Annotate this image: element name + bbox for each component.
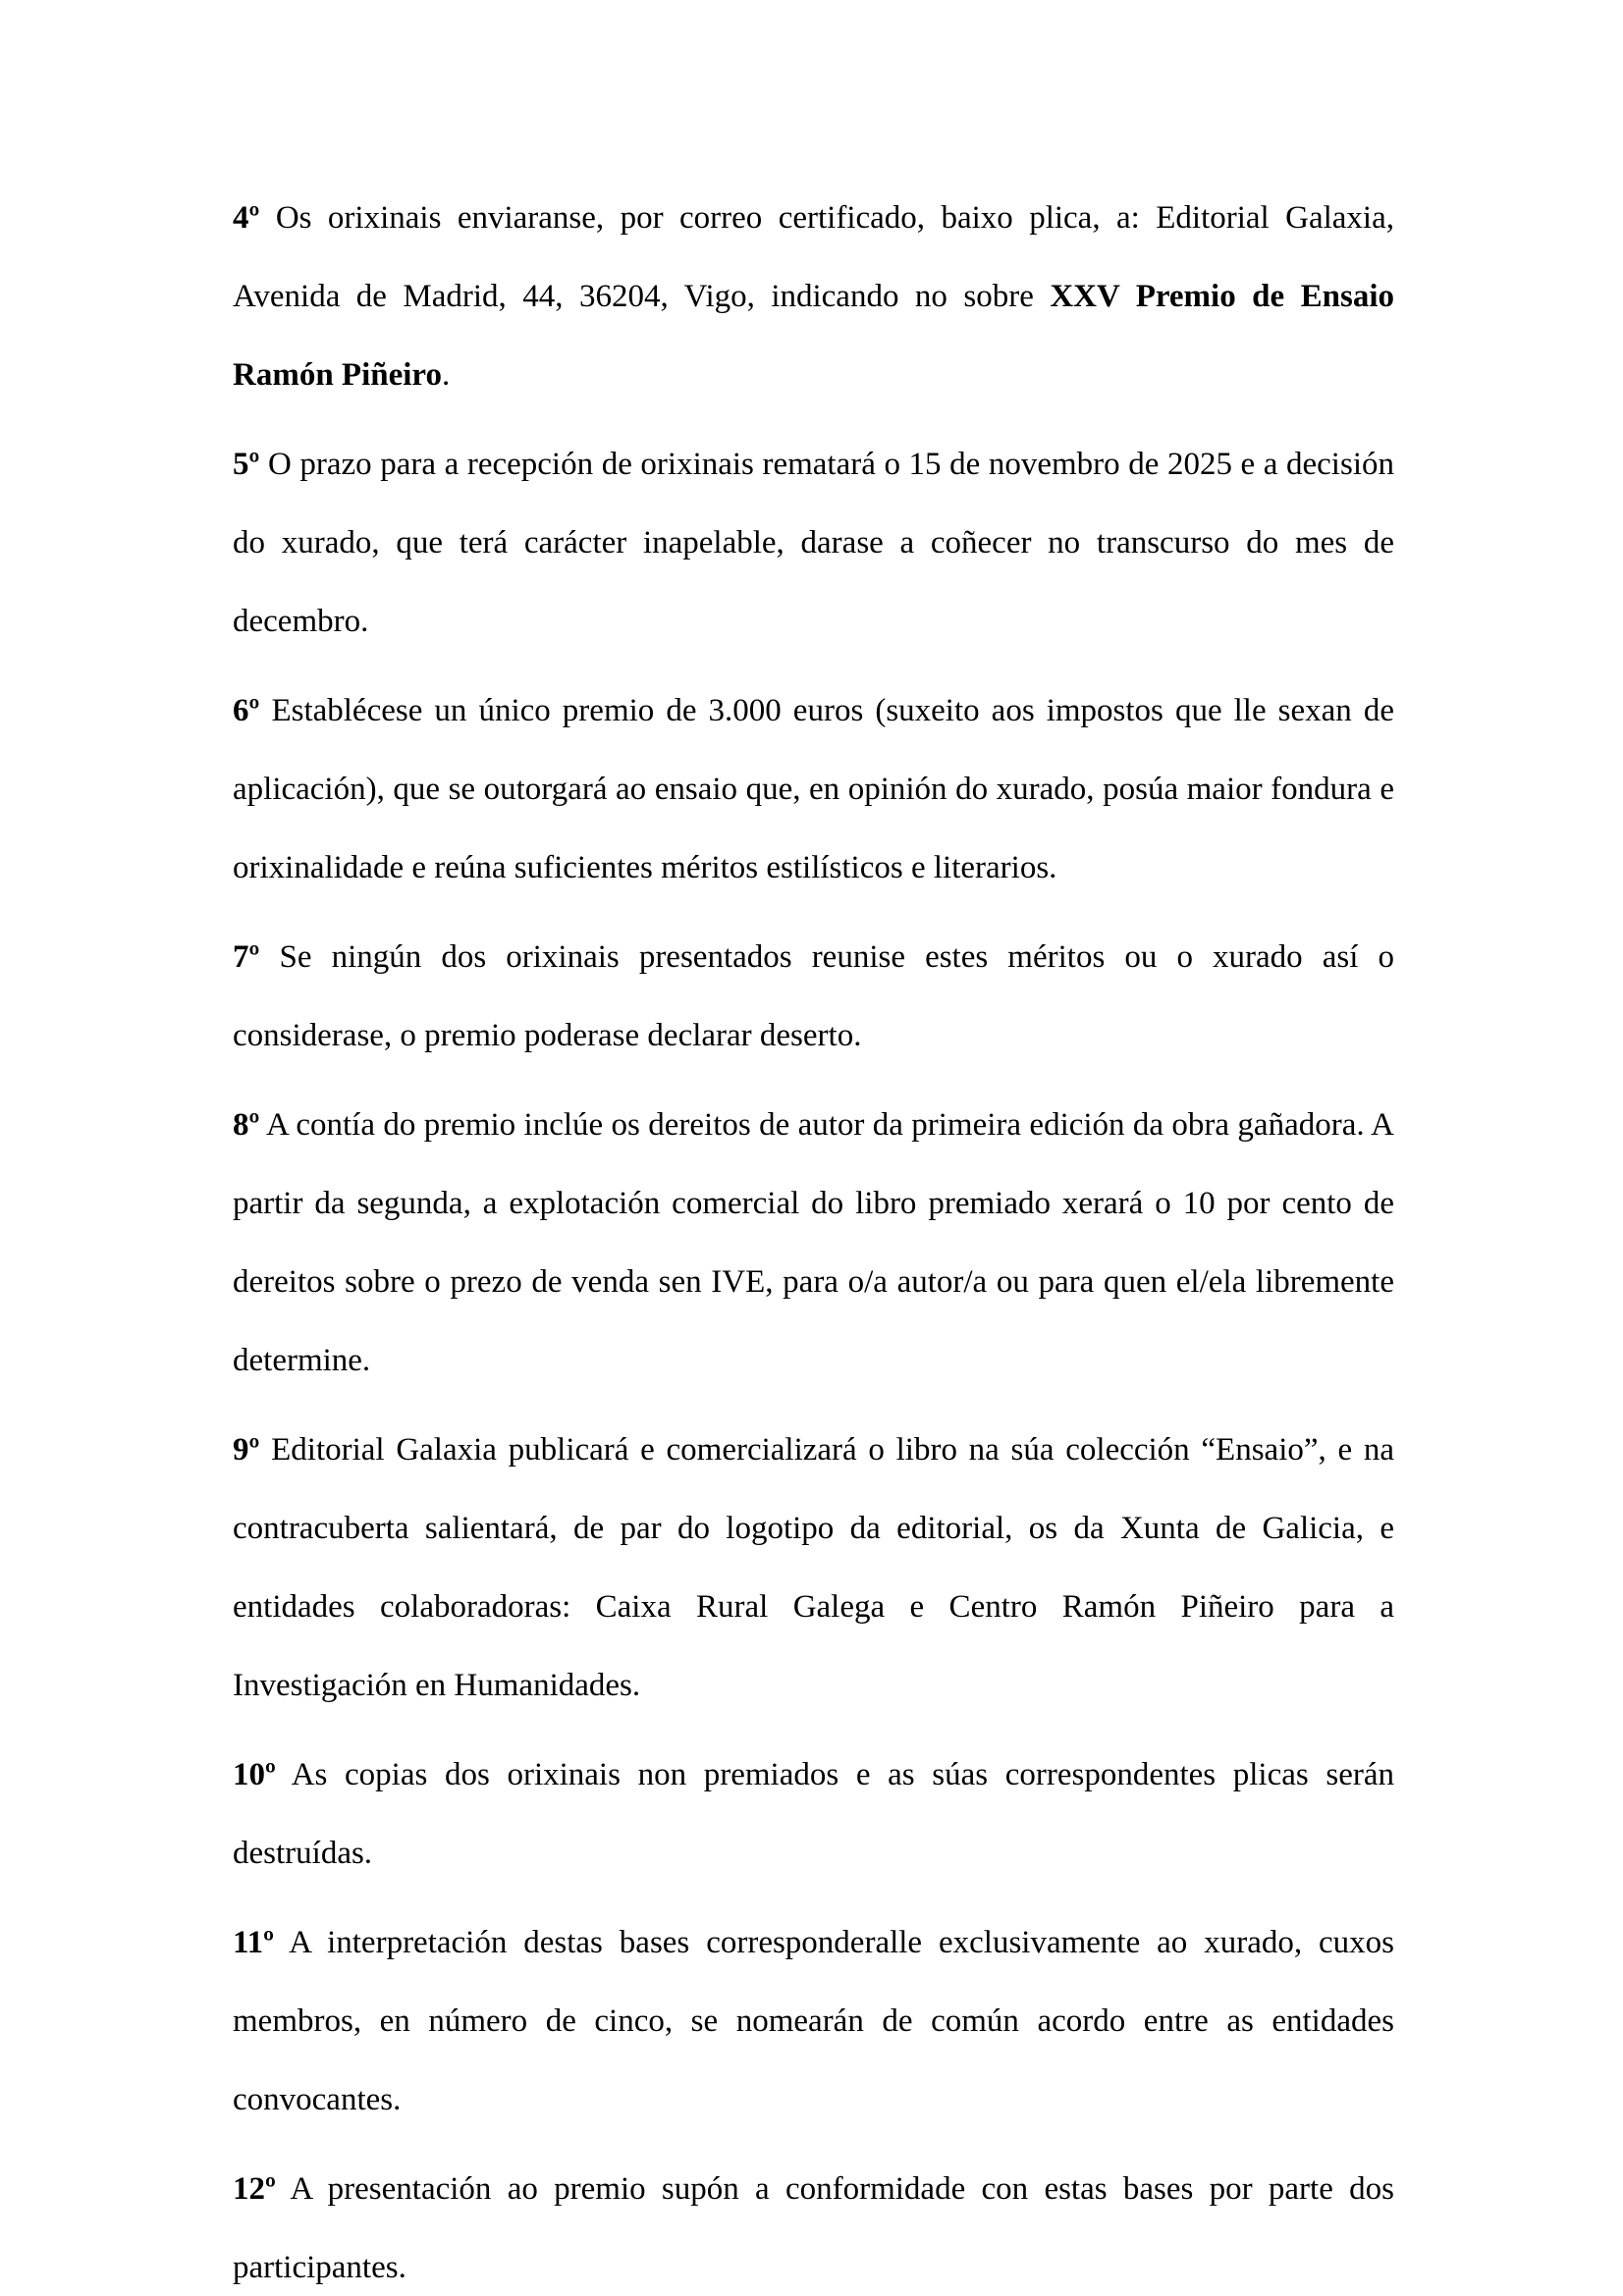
paragraph-11 <box>233 1903 1394 2139</box>
bold-run: 12º <box>233 2171 276 2207</box>
paragraph-12 <box>233 2150 1394 2296</box>
bold-run: 6º <box>233 693 260 728</box>
bold-run: 4º <box>233 200 260 236</box>
text-run: A interpretación destas bases corresponderalle exclusivamente ao xurado, cuxos membros, en número de cinco, se nomearán de común acordo entre as entidades convocantes. <box>233 1925 1394 2117</box>
text-run: Os orixinais enviaranse, por correo certificado, baixo plica, a: Editorial Galaxia, Avenida de Madrid, 44, 36204, Vigo, indicando no sobre <box>233 200 1394 314</box>
text-run: Editorial Galaxia publicará e comercializará o libro na súa colección “Ensaio”, e na contracuberta salientará, de par do logotipo da editorial, os da Xunta de Galicia, e entidades colaboradoras: Caixa Rural Galega e Centro Ramón Piñeiro para a Investigación en Humanidades. <box>233 1432 1394 1703</box>
paragraph-4 <box>233 179 1394 414</box>
bold-run: 7º <box>233 939 260 975</box>
text-run: As copias dos orixinais non premiados e as súas correspondentes plicas serán destruídas. <box>233 1757 1394 1871</box>
paragraph-6 <box>233 671 1394 907</box>
text-run: Establécese un único premio de 3.000 euros (suxeito aos impostos que lle sexan de aplicación), que se outorgará ao ensaio que, en opinión do xurado, posúa maior fondura e orixinalidade e reúna suficientes méritos estilísticos e literarios. <box>233 693 1394 885</box>
bold-run: 8º <box>233 1107 260 1143</box>
bold-run: 11º <box>233 1925 275 1960</box>
text-run: O prazo para a recepción de orixinais rematará o 15 de novembro de 2025 e a decisión do xurado, que terá carácter inapelable, darase a coñecer no transcurso do mes de decembro. <box>233 447 1394 639</box>
bold-run: 10º <box>233 1757 276 1792</box>
document-body <box>233 179 1394 2296</box>
text-run: Se ningún dos orixinais presentados reunise estes méritos ou o xurado así o considerase, o premio poderase declarar deserto. <box>233 939 1394 1053</box>
paragraph-7 <box>233 918 1394 1075</box>
bold-run: 9º <box>233 1432 260 1468</box>
bold-run: XXV Premio de Ensaio Ramón Piñeiro <box>233 279 1394 393</box>
paragraph-9 <box>233 1411 1394 1725</box>
paragraph-5 <box>233 425 1394 661</box>
text-run: . <box>441 357 451 393</box>
paragraph-8 <box>233 1086 1394 1400</box>
bold-run: 5º <box>233 447 260 482</box>
paragraph-10 <box>233 1735 1394 1893</box>
text-run: A presentación ao premio supón a conformidade con estas bases por parte dos participantes. <box>233 2171 1394 2285</box>
text-run: A contía do premio inclúe os dereitos de autor da primeira edición da obra gañadora. A partir da segunda, a explotación comercial do libro premiado xerará o 10 por cento de dereitos sobre o prezo de venda sen IVE, para o/a autor/a ou para quen el/ela libremente determine. <box>233 1107 1394 1378</box>
